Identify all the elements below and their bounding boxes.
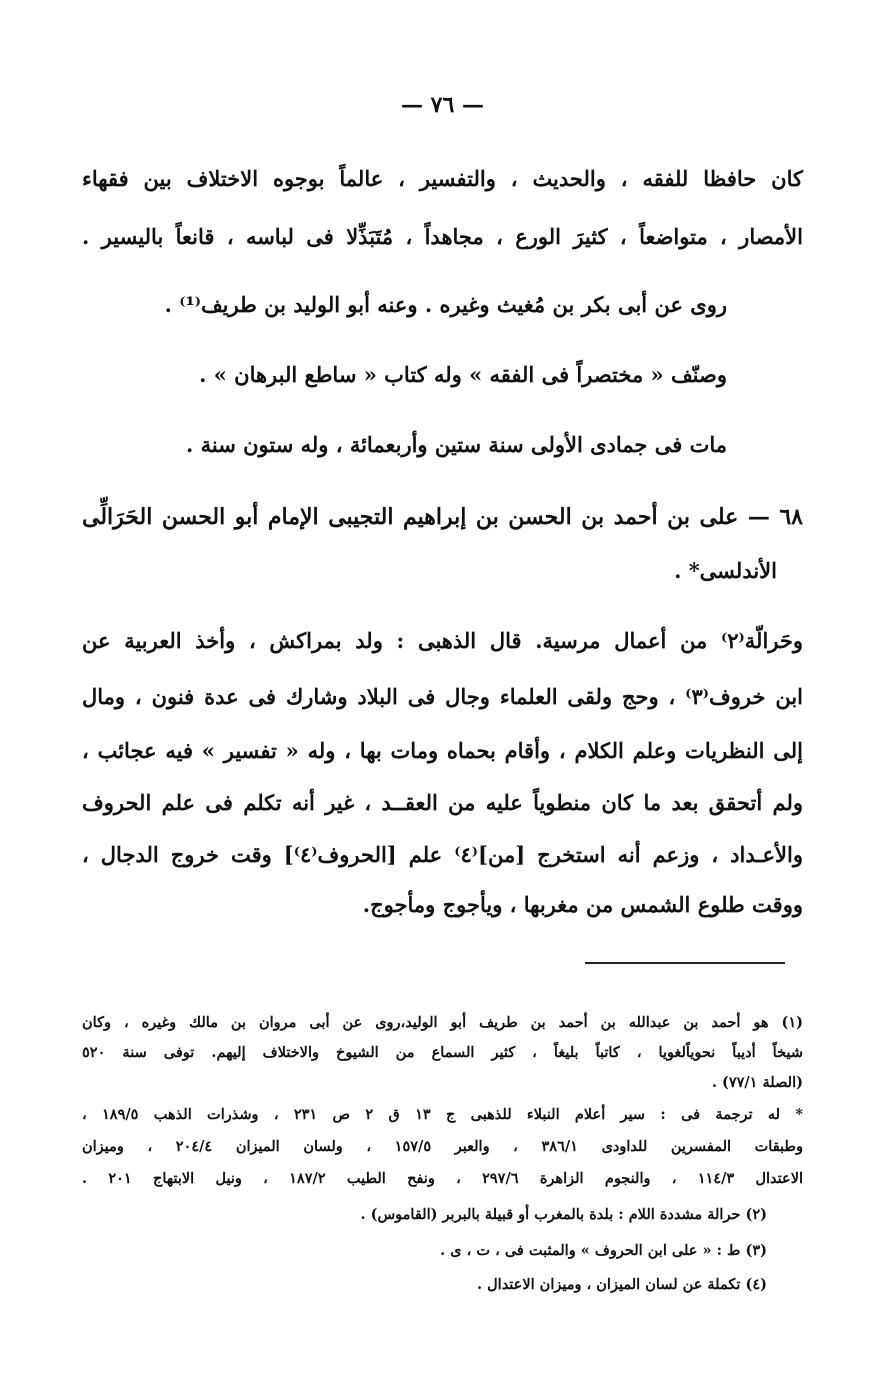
footnote-4: (٤) تكملة عن لسان الميزان ، وميزان الاعتدال . [477, 1276, 767, 1293]
footnote-3: (٣) ط : « على ابن الحروف » والمثبت فى ، ت ، ى . [440, 1242, 767, 1259]
page-number: — ٧٦ — [401, 92, 484, 118]
footnote-separator [585, 962, 785, 964]
footnote-star-line-1: * له ترجمة فى : سير أعلام النبلاء للذهبى ج ١٣ ق ٢ ص ٢٣١ ، وشذرات الذهب ١٨٩/٥ ، [82, 1106, 803, 1123]
entry-heading-line-2: الأندلسى* . [674, 558, 777, 583]
paragraph-line-4: ولم أتحقق بعد ما كان منطوياً عليه من العقــد ، غير أنه تكلم فى علم الحروف [82, 790, 803, 815]
footnote-1-line-1: (١) هو أحمد بن عبدالله بن أحمد بن طريف أبو الوليد،روى عن أبى مروان بن مالك وغيره ، وكان [82, 1014, 803, 1031]
paragraph-line-1: وحَرالّة⁽٢⁾ من أعمال مرسية. قال الذهبى : ولد بمراكش ، وأخذ العربية عن [82, 628, 803, 653]
paragraph-line-6: ووقت طلوع الشمس من مغربها ، ويأجوج ومأجوج. [362, 892, 803, 917]
body-line-2: الأمصار ، متواضعاً ، كثيرَ الورع ، مجاهداً ، مُتَبَذِّلا فى لباسه ، قانعاً باليسير . [82, 224, 803, 249]
body-line-3: روى عن أبى بكر بن مُغيث وغيره . وعنه أبو الوليد بن طريف⁽¹⁾ . [164, 292, 727, 317]
footnote-1-line-3: (الصلة ٧٧/١) . [711, 1074, 803, 1091]
body-line-4: وصنّف « مختصراً فى الفقه » وله كتاب « ساطع البرهان » . [199, 362, 727, 387]
paragraph-line-5: والأعـداد ، وزعم أنه استخرج [من]⁽٤⁾ علم [الحروف⁽٤⁾] وقت خروج الدجال ، [82, 842, 804, 867]
paragraph-line-2: ابن خروف⁽٣⁾ ، وحج ولقى العلماء وجال فى البلاد وشارك فى عدة فنون ، ومال [82, 684, 803, 709]
paragraph-line-3: إلى النظريات وعلم الكلام ، وأقام بحماه ومات بها ، وله « تفسير » فيه عجائب ، [82, 738, 803, 763]
footnote-star-line-2: وطبقات المفسرين للداودى ٣٨٦/١ ، والعبر ١٥٧/٥ ، ولسان الميزان ٢٠٤/٤ ، وميزان [82, 1138, 803, 1155]
footnote-1-line-2: شيخاً أديباً نحوياًلغويا ، كاتباً بليغاً ، كثير السماع من الشيوخ والاختلاف إليهم. توفى سنة ٥٢٠ [82, 1044, 803, 1061]
body-line-5: مات فى جمادى الأولى سنة ستين وأربعمائة ، وله ستون سنة . [185, 432, 727, 457]
body-line-1: كان حافظا للفقه ، والحديث ، والتفسير ، عالماً بوجوه الاختلاف بين فقهاء [82, 166, 803, 191]
entry-heading-line-1: ٦٨ — على بن أحمد بن الحسن بن إبراهيم التجيبى الإمام أبو الحسن الحَرَالِّى [82, 504, 803, 530]
footnote-star-line-3: الاعتدال ١١٤/٣ ، والنجوم الزاهرة ٢٩٧/٦ ، ونفح الطيب ١٨٧/٢ ، ونيل الابتهاج ٢٠١ . [82, 1170, 803, 1187]
footnote-2: (٢) حرالة مشددة اللام : بلدة بالمغرب أو قبيلة بالبربر (القاموس) . [360, 1206, 767, 1223]
